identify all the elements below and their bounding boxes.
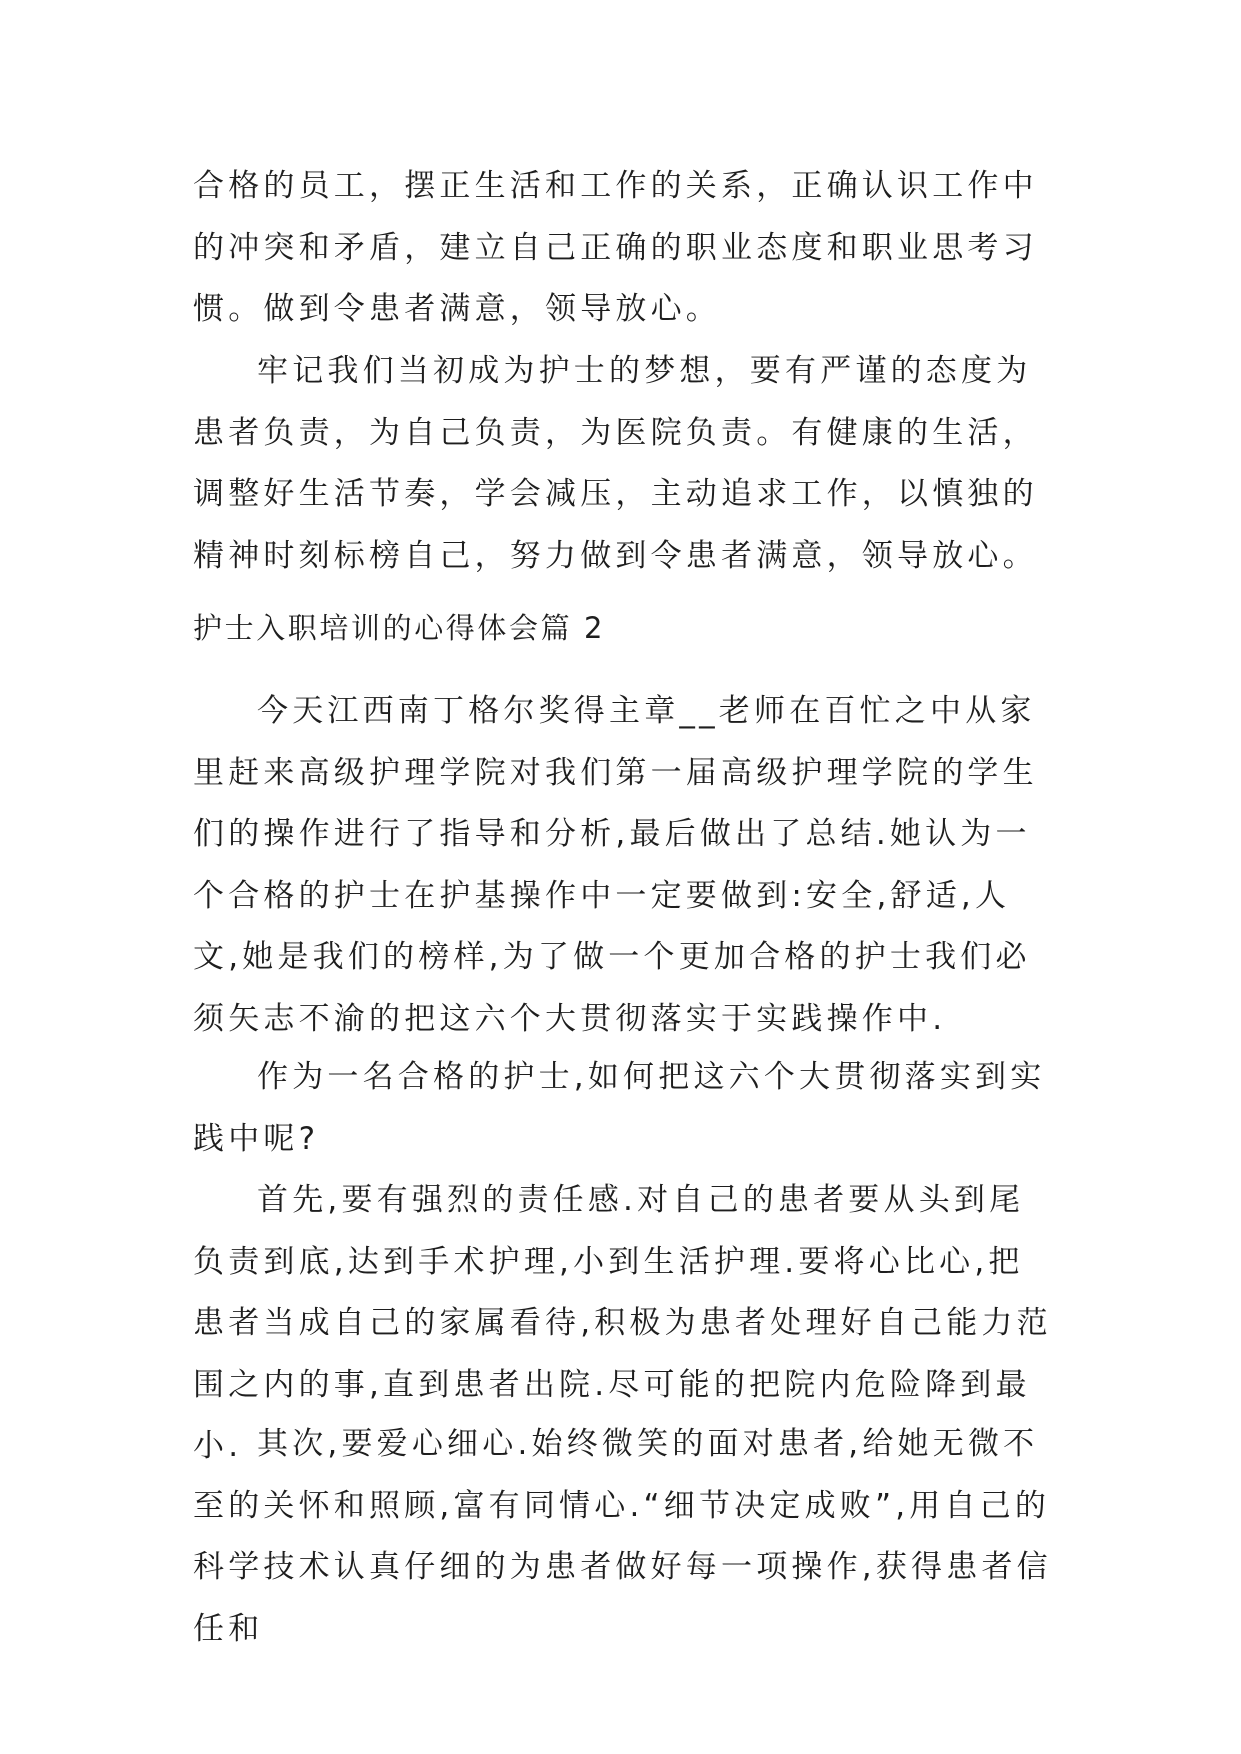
paragraph-teacher-visit: 今天江西南丁格尔奖得主章__老师在百忙之中从家里赶来高级护理学院对我们第一届高级护理学院的学生们的操作进行了指导和分析,最后做出了总结.她认为一个合格的护士在护基操作中一定要做到:安全,舒适,人文,她是我们的榜样,为了做一个更加合格的护士我们必须矢志不渝的把这六个大贯彻落实于实践操作中.	[193, 693, 1038, 1037]
section-heading: 护士入职培训的心得体会篇 2	[193, 611, 606, 645]
paragraph-question: 作为一名合格的护士,如何把这六个大贯彻落实到实践中呢?	[193, 1059, 1046, 1157]
paragraph-continuation: 合格的员工，摆正生活和工作的关系，正确认识工作中的冲突和矛盾，建立自己正确的职业态度和职业思考习惯。做到令患者满意，领导放心。	[193, 168, 1038, 327]
paragraph-care: 其次,要爱心细心.始终微笑的面对患者,给她无微不至的关怀和照顾,富有同情心.“细节决定成败”,用自己的科学技术认真仔细的为患者做好每一项操作,获得患者信任和	[193, 1426, 1052, 1647]
paragraph-responsibility: 首先,要有强烈的责任感.对自己的患者要从头到尾负责到底,达到手术护理,小到生活护理.要将心比心,把患者当成自己的家属看待,积极为患者处理好自己能力范围之内的事,直到患者出院.尽可能的把院内危险降到最小.	[193, 1182, 1052, 1464]
paragraph-dream: 牢记我们当初成为护士的梦想，要有严谨的态度为患者负责，为自己负责，为医院负责。有健康的生活，调整好生活节奏，学会减压，主动追求工作，以慎独的精神时刻标榜自己，努力做到令患者满意，领导放心。	[193, 353, 1038, 574]
